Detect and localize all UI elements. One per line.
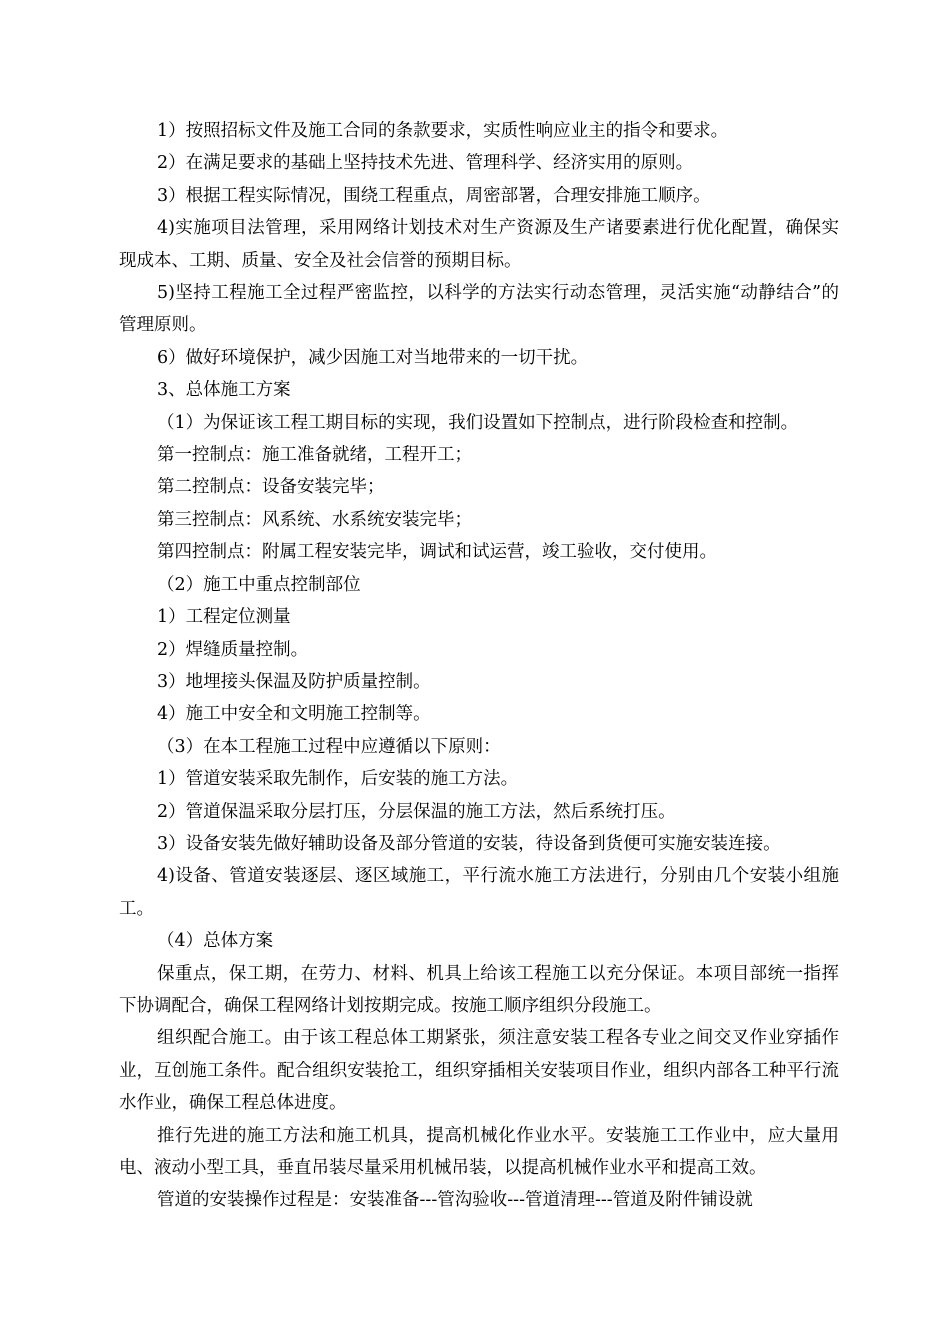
paragraph-coordination: 组织配合施工。由于该工程总体工期紧张，须注意安装工程各专业之间交叉作业穿插作业，互创施工条件。配合组织安装抢工，组织穿插相关安装项目作业，组织内部各工种平行流水作业，确保工程总体进度。 [119,1028,839,1114]
paragraph-principle-1: 1）按照招标文件及施工合同的条款要求，实质性响应业主的指令和要求。 [157,121,729,141]
paragraph-principle-4: 4)实施项目法管理，采用网络计划技术对生产资源及生产诸要素进行优化配置，确保实现成本、工期、质量、安全及社会信誉的预期目标。 [119,218,839,271]
subsection-key-control-parts: （2）施工中重点控制部位 [157,574,361,595]
control-point-2: 第二控制点：设备安装完毕； [157,477,385,498]
subsection-principles: （3）在本工程施工过程中应遵循以下原则： [157,736,501,757]
paragraph-principle-6: 6）做好环境保护，减少因施工对当地带来的一切干扰。 [157,347,589,368]
control-point-1: 第一控制点：施工准备就绪，工程开工； [157,445,472,466]
document-body [119,115,839,1217]
paragraph-key-points: 保重点，保工期，在劳力、材料、机具上给该工程施工以充分保证。本项目部统一指挥下协调配合，确保工程网络计划按期完成。按施工顺序组织分段施工。 [119,963,839,1016]
control-point-3: 第三控制点：风系统、水系统安装完毕； [157,509,472,530]
principle-item-1: 1）管道安装采取先制作，后安装的施工方法。 [157,769,519,790]
key-part-4: 4）施工中安全和文明施工控制等。 [157,704,431,725]
key-part-2: 2）焊缝质量控制。 [157,639,309,660]
subsection-overall-plan: （4）总体方案 [157,931,274,952]
paragraph-methods: 推行先进的施工方法和施工机具，提高机械化作业水平。安装施工工作业中，应大量用电、液动小型工具，垂直吊装尽量采用机械吊装，以提高机械作业水平和提高工效。 [119,1125,839,1178]
key-part-1: 1）工程定位测量 [157,607,291,628]
key-part-3: 3）地埋接头保温及防护质量控制。 [157,671,431,692]
principle-item-3: 3）设备安装先做好辅助设备及部分管道的安装，待设备到货便可实施安装连接。 [157,833,781,854]
paragraph-principle-2: 2）在满足要求的基础上坚持技术先进、管理科学、经济实用的原则。 [157,153,694,174]
control-point-4: 第四控制点：附属工程安装完毕，调试和试运营，竣工验收，交付使用。 [157,542,717,563]
subsection-control-points: （1）为保证该工程工期目标的实现，我们设置如下控制点，进行阶段检查和控制。 [157,412,799,433]
principle-item-2: 2）管道保温采取分层打压，分层保温的施工方法，然后系统打压。 [157,801,676,822]
section-heading-overall-plan: 3、总体施工方案 [157,380,291,401]
paragraph-principle-5: 5)坚持工程施工全过程严密监控，以科学的方法实行动态管理，灵活实施“动静结合”的管理原则。 [119,283,839,336]
principle-item-4: 4)设备、管道安装逐层、逐区域施工，平行流水施工方法进行，分别由几个安装小组施工。 [119,866,839,919]
paragraph-principle-3: 3）根据工程实际情况，围绕工程重点，周密部署，合理安排施工顺序。 [157,185,711,206]
paragraph-pipe-installation: 管道的安装操作过程是：安装准备---管沟验收---管道清理---管道及附件铺设就 [157,1190,753,1211]
